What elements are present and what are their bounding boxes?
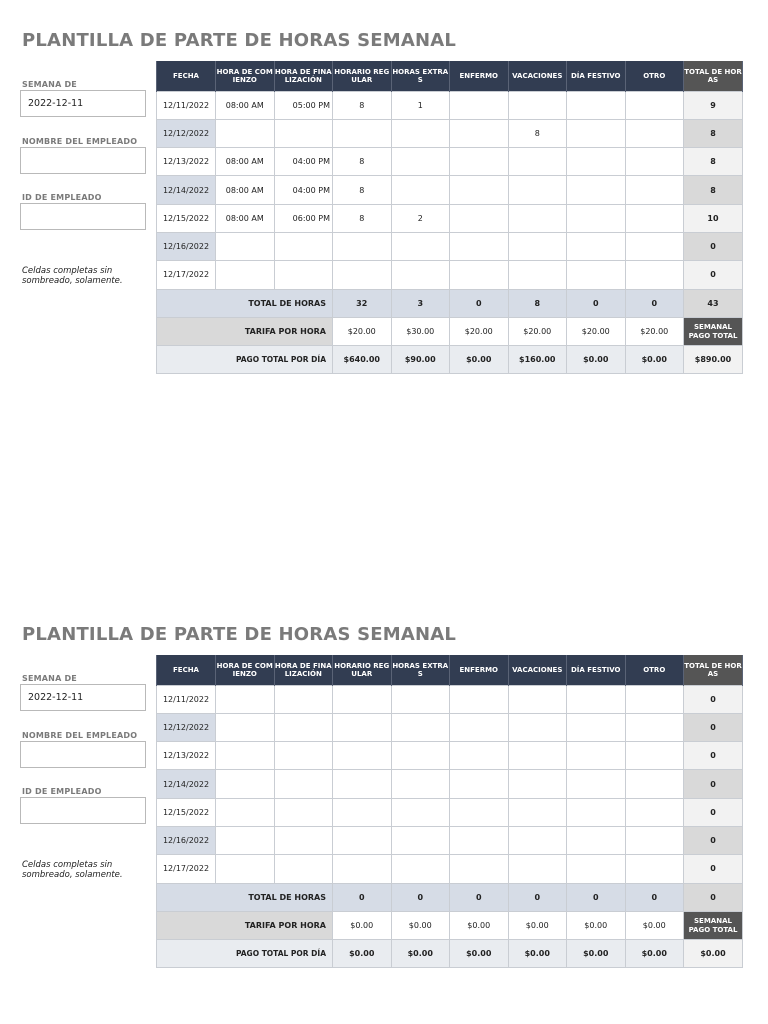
hourly-rate-cell[interactable]: $0.00 [508, 911, 567, 939]
total-hours-label: TOTAL DE HORAS [157, 289, 333, 317]
overtime-hours-cell[interactable] [391, 770, 450, 798]
total-hours-row [157, 289, 743, 317]
holiday-hours-cell[interactable] [567, 232, 626, 260]
total-hours-cell: 3 [391, 289, 450, 317]
other-hours-cell[interactable] [625, 148, 684, 176]
pay-cell: $0.00 [625, 346, 684, 374]
start-time-cell[interactable] [216, 685, 275, 713]
regular-hours-cell[interactable] [333, 713, 392, 741]
hourly-rate-cell[interactable]: $20.00 [625, 317, 684, 345]
other-hours-cell[interactable] [625, 119, 684, 147]
row-total-hours: 0 [684, 826, 743, 854]
other-hours-cell[interactable] [625, 91, 684, 119]
holiday-hours-cell[interactable] [567, 798, 626, 826]
hourly-rate-cell[interactable]: $0.00 [567, 911, 626, 939]
row-total-hours: 8 [684, 176, 743, 204]
pay-cell: $160.00 [508, 346, 567, 374]
end-time-cell[interactable]: 05:00 PM [274, 91, 333, 119]
start-time-cell[interactable] [216, 770, 275, 798]
other-hours-cell[interactable] [625, 742, 684, 770]
week-label: SEMANA DE [22, 80, 77, 89]
employee-id-label: ID DE EMPLEADO [22, 787, 102, 796]
overtime-hours-cell[interactable] [391, 261, 450, 289]
holiday-hours-cell[interactable] [567, 742, 626, 770]
week-label: SEMANA DE [22, 674, 77, 683]
sick-hours-cell[interactable] [450, 770, 509, 798]
start-time-cell[interactable] [216, 713, 275, 741]
sick-hours-cell[interactable] [450, 685, 509, 713]
header-other: OTRO [625, 61, 684, 91]
overtime-hours-cell[interactable] [391, 713, 450, 741]
other-hours-cell[interactable] [625, 261, 684, 289]
sick-hours-cell[interactable] [450, 713, 509, 741]
date-cell: 12/14/2022 [157, 770, 216, 798]
start-time-cell[interactable] [216, 232, 275, 260]
header-total-hours: TOTAL DE HORAS [684, 61, 743, 91]
pay-cell: $0.00 [567, 346, 626, 374]
overtime-hours-cell[interactable] [391, 148, 450, 176]
hourly-rate-cell[interactable]: $0.00 [450, 911, 509, 939]
hourly-rate-cell[interactable]: $20.00 [567, 317, 626, 345]
table-row [157, 855, 743, 883]
total-hours-cell: 0 [333, 883, 392, 911]
regular-hours-cell[interactable]: 8 [333, 148, 392, 176]
overtime-hours-cell[interactable] [391, 119, 450, 147]
row-total-hours: 0 [684, 685, 743, 713]
end-time-cell[interactable] [274, 232, 333, 260]
end-time-cell[interactable] [274, 713, 333, 741]
daily-pay-label: PAGO TOTAL POR DÍA [157, 346, 333, 374]
total-hours-cell: 0 [625, 883, 684, 911]
date-cell: 12/14/2022 [157, 176, 216, 204]
vacation-hours-cell[interactable] [508, 148, 567, 176]
total-hours-cell: 0 [450, 289, 509, 317]
start-time-cell[interactable] [216, 119, 275, 147]
holiday-hours-cell[interactable] [567, 119, 626, 147]
row-total-hours: 8 [684, 148, 743, 176]
total-hours-cell: 8 [508, 289, 567, 317]
header-date: FECHA [157, 61, 216, 91]
overtime-hours-cell[interactable] [391, 742, 450, 770]
table-row [157, 176, 743, 204]
other-hours-cell[interactable] [625, 798, 684, 826]
total-hours-cell: 0 [567, 289, 626, 317]
other-hours-cell[interactable] [625, 232, 684, 260]
table-row [157, 742, 743, 770]
start-time-cell[interactable] [216, 261, 275, 289]
employee-name-input[interactable] [20, 147, 146, 174]
table-row [157, 204, 743, 232]
end-time-cell[interactable] [274, 826, 333, 854]
holiday-hours-cell[interactable] [567, 148, 626, 176]
other-hours-cell[interactable] [625, 770, 684, 798]
end-time-cell[interactable]: 06:00 PM [274, 204, 333, 232]
table-row [157, 798, 743, 826]
hourly-rate-cell[interactable]: $30.00 [391, 317, 450, 345]
header-holiday: DÍA FESTIVO [567, 61, 626, 91]
header-overtime: HORAS EXTRAS [391, 655, 450, 685]
header-regular: HORARIO REGULAR [333, 61, 392, 91]
other-hours-cell[interactable] [625, 685, 684, 713]
table-row [157, 261, 743, 289]
hourly-rate-cell[interactable]: $20.00 [333, 317, 392, 345]
header-sick: ENFERMO [450, 655, 509, 685]
regular-hours-cell[interactable] [333, 232, 392, 260]
weekly-total-pay: $890.00 [684, 346, 743, 374]
weekly-total-pay: $0.00 [684, 940, 743, 968]
vacation-hours-cell[interactable] [508, 204, 567, 232]
row-total-hours: 0 [684, 855, 743, 883]
hourly-rate-row [157, 911, 743, 939]
row-total-hours: 0 [684, 742, 743, 770]
hourly-rate-cell[interactable]: $20.00 [450, 317, 509, 345]
holiday-hours-cell[interactable] [567, 855, 626, 883]
row-total-hours: 8 [684, 119, 743, 147]
sick-hours-cell[interactable] [450, 204, 509, 232]
instructions-note: Celdas completas sin sombreado, solamente. [22, 266, 123, 286]
regular-hours-cell[interactable] [333, 855, 392, 883]
vacation-hours-cell[interactable] [508, 685, 567, 713]
header-regular: HORARIO REGULAR [333, 655, 392, 685]
total-hours-cell: 0 [391, 883, 450, 911]
holiday-hours-cell[interactable] [567, 176, 626, 204]
header-end-time: HORA DE FINALIZACIÓN [274, 655, 333, 685]
row-total-hours: 9 [684, 91, 743, 119]
row-total-hours: 0 [684, 261, 743, 289]
start-time-cell[interactable] [216, 826, 275, 854]
vacation-hours-cell[interactable] [508, 855, 567, 883]
vacation-hours-cell[interactable] [508, 798, 567, 826]
employee-name-label: NOMBRE DEL EMPLEADO [22, 137, 138, 146]
pay-cell: $90.00 [391, 346, 450, 374]
week-input[interactable] [20, 90, 146, 117]
table-row [157, 770, 743, 798]
overtime-hours-cell[interactable] [391, 685, 450, 713]
header-vacation: VACACIONES [508, 61, 567, 91]
date-cell: 12/12/2022 [157, 119, 216, 147]
overtime-hours-cell[interactable]: 2 [391, 204, 450, 232]
row-total-hours: 10 [684, 204, 743, 232]
total-hours-cell: 32 [333, 289, 392, 317]
pay-cell: $0.00 [450, 346, 509, 374]
total-hours-cell: 0 [567, 883, 626, 911]
date-cell: 12/16/2022 [157, 232, 216, 260]
header-overtime: HORAS EXTRAS [391, 61, 450, 91]
sick-hours-cell[interactable] [450, 826, 509, 854]
other-hours-cell[interactable] [625, 204, 684, 232]
table-row [157, 826, 743, 854]
overtime-hours-cell[interactable] [391, 176, 450, 204]
regular-hours-cell[interactable] [333, 770, 392, 798]
total-hours-label: TOTAL DE HORAS [157, 883, 333, 911]
vacation-hours-cell[interactable] [508, 91, 567, 119]
other-hours-cell[interactable] [625, 826, 684, 854]
header-vacation: VACACIONES [508, 655, 567, 685]
other-hours-cell[interactable] [625, 713, 684, 741]
date-cell: 12/17/2022 [157, 261, 216, 289]
vacation-hours-cell[interactable] [508, 713, 567, 741]
header-sick: ENFERMO [450, 61, 509, 91]
table-row [157, 685, 743, 713]
hourly-rate-cell[interactable]: $0.00 [391, 911, 450, 939]
sick-hours-cell[interactable] [450, 176, 509, 204]
start-time-cell[interactable] [216, 798, 275, 826]
pay-cell: $0.00 [625, 940, 684, 968]
end-time-cell[interactable]: 04:00 PM [274, 148, 333, 176]
total-hours-cell: 0 [508, 883, 567, 911]
end-time-cell[interactable]: 04:00 PM [274, 176, 333, 204]
vacation-hours-cell[interactable] [508, 176, 567, 204]
header-row [157, 61, 743, 91]
instructions-note: Celdas completas sin sombreado, solamente. [22, 860, 123, 880]
hourly-rate-label: TARIFA POR HORA [157, 911, 333, 939]
total-hours-cell: 0 [450, 883, 509, 911]
end-time-cell[interactable] [274, 685, 333, 713]
end-time-cell[interactable] [274, 261, 333, 289]
overtime-hours-cell[interactable] [391, 855, 450, 883]
sick-hours-cell[interactable] [450, 798, 509, 826]
regular-hours-cell[interactable]: 8 [333, 204, 392, 232]
header-other: OTRO [625, 655, 684, 685]
hourly-rate-cell[interactable]: $0.00 [625, 911, 684, 939]
table-row [157, 232, 743, 260]
date-cell: 12/13/2022 [157, 148, 216, 176]
regular-hours-cell[interactable] [333, 685, 392, 713]
sick-hours-cell[interactable] [450, 261, 509, 289]
other-hours-cell[interactable] [625, 855, 684, 883]
regular-hours-cell[interactable] [333, 261, 392, 289]
end-time-cell[interactable] [274, 798, 333, 826]
header-row [157, 655, 743, 685]
start-time-cell[interactable]: 08:00 AM [216, 204, 275, 232]
hourly-rate-cell[interactable]: $0.00 [333, 911, 392, 939]
start-time-cell[interactable]: 08:00 AM [216, 176, 275, 204]
date-cell: 12/17/2022 [157, 855, 216, 883]
page-title: PLANTILLA DE PARTE DE HORAS SEMANAL [22, 624, 457, 645]
pay-cell: $640.00 [333, 346, 392, 374]
regular-hours-cell[interactable]: 8 [333, 91, 392, 119]
sick-hours-cell[interactable] [450, 742, 509, 770]
vacation-hours-cell[interactable] [508, 826, 567, 854]
row-total-hours: 0 [684, 770, 743, 798]
grand-total-hours: 0 [684, 883, 743, 911]
vacation-hours-cell[interactable] [508, 261, 567, 289]
grand-total-hours: 43 [684, 289, 743, 317]
vacation-hours-cell[interactable] [508, 770, 567, 798]
pay-cell: $0.00 [450, 940, 509, 968]
date-cell: 12/11/2022 [157, 91, 216, 119]
date-cell: 12/12/2022 [157, 713, 216, 741]
holiday-hours-cell[interactable] [567, 261, 626, 289]
date-cell: 12/16/2022 [157, 826, 216, 854]
employee-id-label: ID DE EMPLEADO [22, 193, 102, 202]
table-row [157, 119, 743, 147]
date-cell: 12/15/2022 [157, 798, 216, 826]
regular-hours-cell[interactable] [333, 798, 392, 826]
header-holiday: DÍA FESTIVO [567, 655, 626, 685]
header-date: FECHA [157, 655, 216, 685]
other-hours-cell[interactable] [625, 176, 684, 204]
start-time-cell[interactable]: 08:00 AM [216, 148, 275, 176]
hourly-rate-cell[interactable]: $20.00 [508, 317, 567, 345]
row-total-hours: 0 [684, 713, 743, 741]
start-time-cell[interactable]: 08:00 AM [216, 91, 275, 119]
holiday-hours-cell[interactable] [567, 91, 626, 119]
employee-id-input[interactable] [20, 797, 146, 824]
pay-cell: $0.00 [333, 940, 392, 968]
holiday-hours-cell[interactable] [567, 713, 626, 741]
employee-name-label: NOMBRE DEL EMPLEADO [22, 731, 138, 740]
total-hours-row [157, 883, 743, 911]
header-start-time: HORA DE COMIENZO [216, 655, 275, 685]
hourly-rate-label: TARIFA POR HORA [157, 317, 333, 345]
date-cell: 12/13/2022 [157, 742, 216, 770]
employee-id-input[interactable] [20, 203, 146, 230]
regular-hours-cell[interactable]: 8 [333, 176, 392, 204]
total-hours-cell: 0 [625, 289, 684, 317]
row-total-hours: 0 [684, 232, 743, 260]
pay-cell: $0.00 [567, 940, 626, 968]
daily-pay-row [157, 940, 743, 968]
overtime-hours-cell[interactable] [391, 232, 450, 260]
holiday-hours-cell[interactable] [567, 770, 626, 798]
header-end-time: HORA DE FINALIZACIÓN [274, 61, 333, 91]
daily-pay-label: PAGO TOTAL POR DÍA [157, 940, 333, 968]
overtime-hours-cell[interactable] [391, 798, 450, 826]
hourly-rate-row [157, 317, 743, 345]
holiday-hours-cell[interactable] [567, 826, 626, 854]
end-time-cell[interactable] [274, 119, 333, 147]
sick-hours-cell[interactable] [450, 855, 509, 883]
regular-hours-cell[interactable] [333, 119, 392, 147]
timesheet-table [156, 655, 743, 968]
pay-cell: $0.00 [391, 940, 450, 968]
weekly-total-label: SEMANAL PAGO TOTAL [684, 911, 743, 939]
end-time-cell[interactable] [274, 855, 333, 883]
vacation-hours-cell[interactable] [508, 742, 567, 770]
holiday-hours-cell[interactable] [567, 685, 626, 713]
start-time-cell[interactable] [216, 742, 275, 770]
sick-hours-cell[interactable] [450, 148, 509, 176]
week-input[interactable] [20, 684, 146, 711]
regular-hours-cell[interactable] [333, 826, 392, 854]
sick-hours-cell[interactable] [450, 232, 509, 260]
timesheet-table [156, 61, 743, 374]
date-cell: 12/11/2022 [157, 685, 216, 713]
overtime-hours-cell[interactable] [391, 826, 450, 854]
weekly-total-label: SEMANAL PAGO TOTAL [684, 317, 743, 345]
overtime-hours-cell[interactable]: 1 [391, 91, 450, 119]
header-total-hours: TOTAL DE HORAS [684, 655, 743, 685]
table-row [157, 91, 743, 119]
page-title: PLANTILLA DE PARTE DE HORAS SEMANAL [22, 30, 457, 51]
vacation-hours-cell[interactable] [508, 232, 567, 260]
start-time-cell[interactable] [216, 855, 275, 883]
employee-name-input[interactable] [20, 741, 146, 768]
vacation-hours-cell[interactable]: 8 [508, 119, 567, 147]
end-time-cell[interactable] [274, 742, 333, 770]
row-total-hours: 0 [684, 798, 743, 826]
end-time-cell[interactable] [274, 770, 333, 798]
sick-hours-cell[interactable] [450, 119, 509, 147]
daily-pay-row [157, 346, 743, 374]
table-row [157, 148, 743, 176]
header-start-time: HORA DE COMIENZO [216, 61, 275, 91]
sick-hours-cell[interactable] [450, 91, 509, 119]
date-cell: 12/15/2022 [157, 204, 216, 232]
table-row [157, 713, 743, 741]
regular-hours-cell[interactable] [333, 742, 392, 770]
pay-cell: $0.00 [508, 940, 567, 968]
holiday-hours-cell[interactable] [567, 204, 626, 232]
